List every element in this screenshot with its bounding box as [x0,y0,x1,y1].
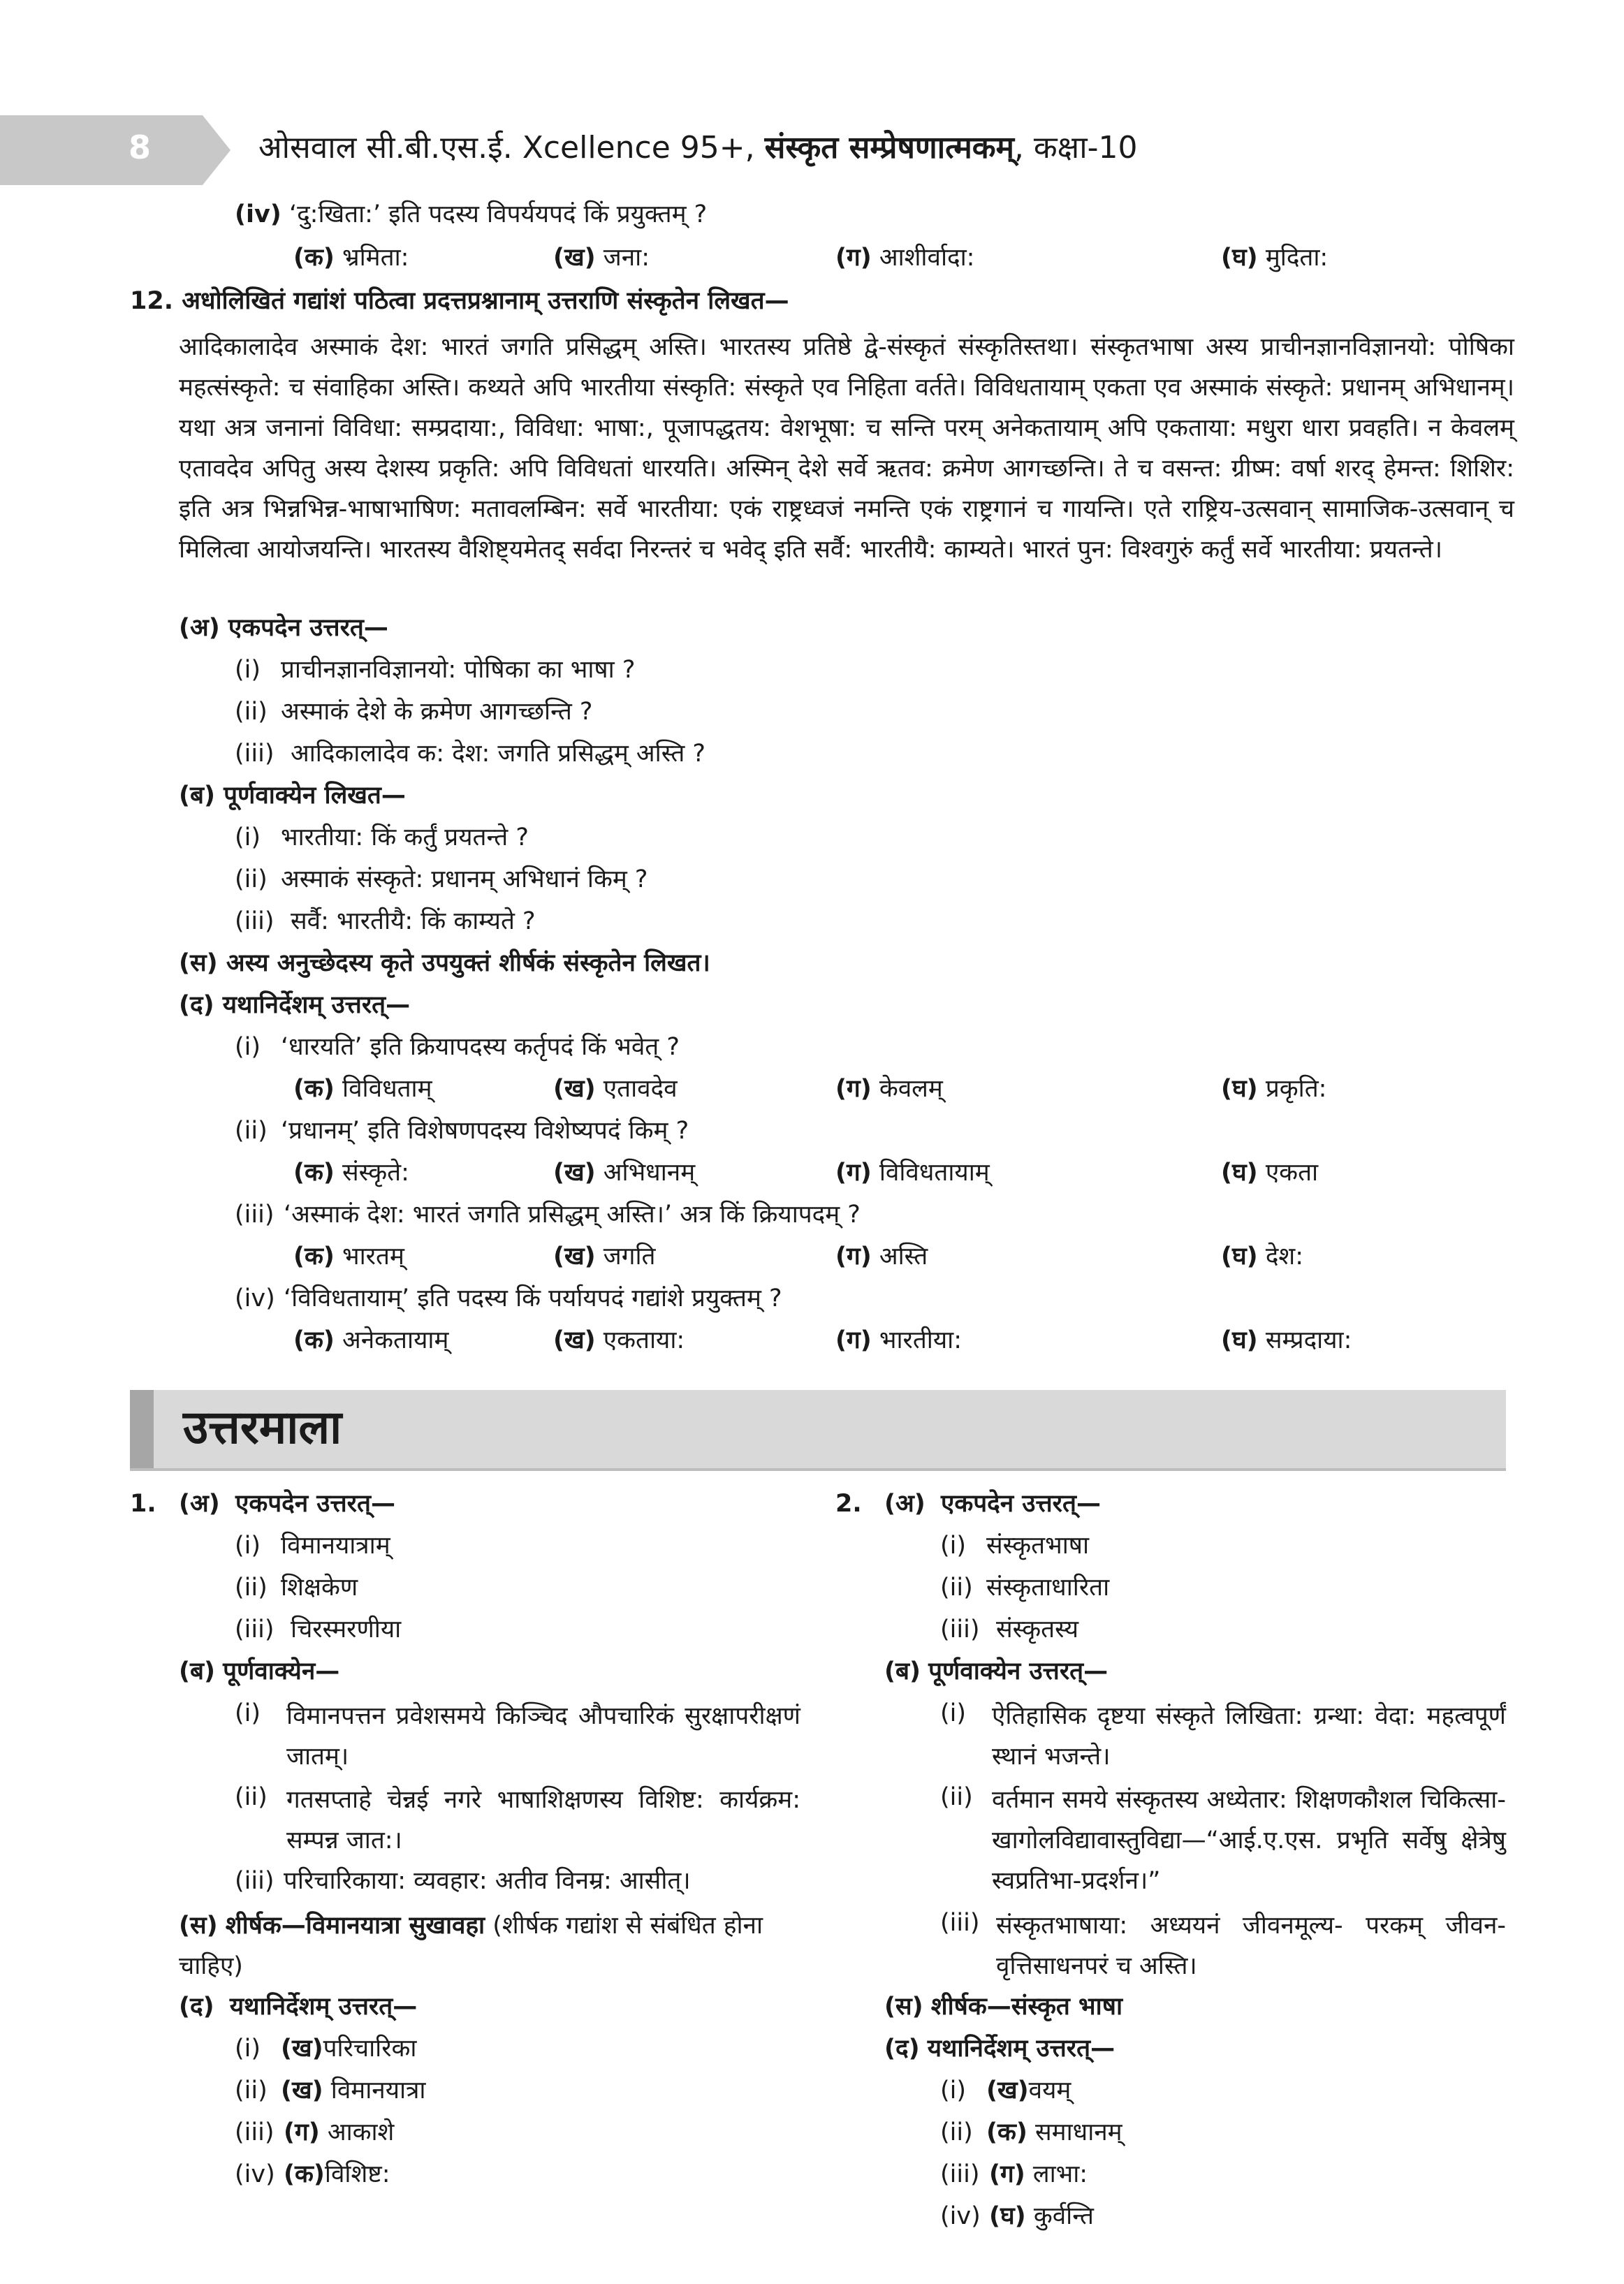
item-text: आकाशे [327,2118,395,2146]
option-text: एकता [1265,1159,1319,1187]
option-label: (क) [293,244,335,272]
item-num: (ii) [940,1783,973,1811]
q12-a-item-iii [235,736,705,772]
q11-option-kha [553,240,650,276]
q12-d-ii-option-ka [293,1155,409,1191]
option-text: प्रकृति: [1265,1075,1327,1103]
item-num: (iii) [235,907,275,935]
item-text: आदिकालादेव क: देश: जगति प्रसिद्धम् अस्ति ? [291,740,705,768]
option-text: देश: [1265,1243,1304,1271]
option-text: अनेकतायाम् [342,1326,449,1354]
item-num: (i) [940,1699,967,1727]
option-label: (घ) [1221,1159,1258,1187]
section-head: शीर्षक—विमानयात्रा सुखावहा [225,1912,485,1940]
ans2-section-s [884,1989,1122,2025]
item-num: (i) [940,1532,967,1560]
item-num: (i) [940,2077,967,2104]
item-text: ‘अस्माकं देश: भारतं जगति प्रसिद्धम् अस्ति।’ अत्र किं क्रियापदम् ? [284,1201,861,1229]
option-text: भारतीया: [879,1326,963,1354]
item-text: ‘विविधतायाम्’ इति पदस्य किं पर्यायपदं गद्यांशे प्रयुक्तम् ? [284,1284,782,1312]
ans1-num: 1. [130,1490,156,1518]
passage: आदिकालादेव अस्माकं देश: भारतं जगति प्रसिद्धम् अस्ति। भारतस्य प्रतिष्ठे द्वे-संस्कृतं संस्कृतिस्तथा। संस्कृतभाषा अस्य प्राचीनज्ञानविज्ञानयो: पोषिका महत्संस्कृते: च संवाहिका अस्ति। कथ्यते अपि भारतीया संस्कृति: संस्कृते एव निहिता वर्तते। विविधतायाम् एकता एव अस्माकं संस्कृते: प्रधानम् अभिधानम्। यथा अत्र जनानां विविधा: सम्प्रदाया:, विविधा: भाषा:, पूजापद्धतय: वेशभूषा: च सन्ति परम् अनेकतायाम् अपि एकताया: मधुरा धारा प्रवहति। न केवलम् एतावदेव अपितु अस्य देशस्य प्रकृति: अपि विविधतां धारयति। अस्मिन् देशे सर्वे ऋतव: क्रमेण आगच्छन्ति। ते च वसन्त: ग्रीष्म: वर्षा शरद् हेमन्त: शिशिर: इति अत्र भिन्नभिन्न-भाषाभाषिण: मतावलम्बिन: सर्वे भारतीया: एकं राष्ट्रध्वजं नमन्ति एकं राष्ट्रगानं च गायन्ति। एते राष्ट्रिय-उत्सवान् सामाजिक-उत्सवान् च मिलित्वा आयोजयन्ति। भारतस्य वैशिष्ट्यमेतद् सर्वदा निरन्तरं च भवेद् इति सर्वै: भारतीयै: काम्यते। भारतं पुन: विश्वगुरुं कर्तुं सर्वे भारतीया: प्रयतन्ते। [179,333,1514,564]
q12-d-i-option-gha [1221,1071,1326,1107]
item-option: (क) [986,2118,1027,2146]
q12-d-iii-option-ga [835,1239,928,1275]
item-num: (i) [235,2035,261,2063]
item-num: (iii) [940,2160,980,2188]
option-label: (क) [293,1159,335,1187]
item-text: ‘धारयति’ इति क्रियापदस्य कर्तृपदं किं भवेत् ? [281,1033,680,1061]
q12-section-b-label: (ब) पूर्णवाक्येन लिखत— [179,782,406,810]
item-num: (iv) [235,200,281,228]
q12-d-ii-option-kha [553,1155,695,1191]
item-text: संस्कृतभाषा [986,1532,1090,1560]
ans2-d-item-i [940,2073,1071,2109]
section-head: शीर्षक—संस्कृत भाषा [930,1993,1123,2021]
item-text: संस्कृताधारिता [986,1574,1110,1602]
ans2-a-item-iii [940,1612,1078,1648]
option-text: भारतम् [342,1243,404,1271]
option-label: (ग) [835,1159,872,1187]
item-num: (iii) [235,1867,275,1895]
option-label: (क) [293,1075,335,1103]
q12-d-iii-option-kha [553,1239,655,1275]
header-title-plain: ओसवाल सी.बी.एस.ई. Xcellence 95+, [258,130,765,166]
item-text: शिक्षकेण [281,1574,358,1602]
item-num: (ii) [235,1783,268,1811]
q12-a-item-ii [235,694,593,730]
answer-key-divider [130,1468,1506,1471]
item-num: (iv) [940,2202,981,2230]
section-head: पूर्णवाक्येन उत्तरत्— [928,1657,1109,1685]
option-text: मुदिता: [1265,244,1329,272]
page-number: 8 [128,129,151,166]
item-num: (iii) [235,740,275,768]
ans1-d-item-ii [235,2073,425,2109]
ans1-section-b [179,1654,339,1690]
q12-b-item-i [235,820,529,856]
item-num: (i) [235,1699,261,1727]
q12-d-i-option-ka [293,1071,432,1107]
item-text: गतसप्ताहे चेन्नई नगरे भाषाशिक्षणस्य विशिष्ट: कार्यक्रम: सम्पन्न जात:। [286,1786,800,1854]
q12-d-i-option-kha [553,1071,678,1107]
item-text: विशिष्ट: [324,2160,390,2188]
item-text: समाधानम् [1035,2118,1122,2146]
q12-d-item-i [235,1030,680,1065]
section-head: यथानिर्देशम् उत्तरत्— [927,2035,1115,2063]
section-label: (द) [179,1993,214,2021]
q12-section-a-label: (अ) एकपदेन उत्तरत्— [179,614,388,642]
item-num: (iii) [235,1616,275,1644]
answer-key-title: उत्तरमाला [183,1400,342,1454]
item-num: (ii) [235,1574,268,1602]
ans2-b-item-iii [940,1905,1506,1986]
q12-d-iii-option-ka [293,1239,404,1275]
ans1-section-d [179,1989,417,2025]
section-head: एकपदेन उत्तरत्— [235,1490,395,1518]
header-title-suffix: , कक्षा-10 [1014,130,1138,166]
item-text: ऐतिहासिक दृष्टया संस्कृते लिखिता: ग्रन्था: वेदा: महत्वपूर्णं स्थानं भजन्ते। [992,1702,1506,1771]
option-label: (घ) [1221,1243,1258,1271]
item-text: विमानयात्रा [330,2077,426,2104]
item-num: (iii) [940,1616,980,1644]
option-label: (ग) [835,1243,872,1271]
option-text: अभिधानम् [603,1159,696,1187]
item-text: विमानयात्राम् [281,1532,390,1560]
section-head: एकपदेन उत्तरत्— [941,1490,1101,1518]
q11-iv-question [235,197,707,233]
item-text: प्राचीनज्ञानविज्ञानयो: पोषिका का भाषा ? [281,656,636,684]
option-label: (ग) [835,1075,872,1103]
section-label: (अ) [179,1490,220,1518]
header-title-bold: संस्कृत सम्प्रेषणात्मकम् [764,130,1014,166]
ans1-a-item-i [235,1528,390,1564]
item-num: (ii) [235,698,268,726]
section-note: (शीर्षक गद्यांश से संबंधित होना चाहिए) [179,1912,763,1980]
q12-d-item-iii [235,1197,861,1233]
option-label: (ख) [553,1075,596,1103]
ans2-a-item-ii [940,1570,1109,1606]
item-text: वर्तमान समये संस्कृतस्य अध्येतार: शिक्षणकौशल चिकित्सा-खागोलविद्यावास्तुविद्या—“आई.ए.एस. प्रभृति सर्वेषु क्षेत्रेषु स्वप्रतिभा-प्रदर्शन।” [992,1786,1506,1895]
ans2-d-item-ii [940,2115,1122,2151]
item-num: (iii) [235,2118,275,2146]
section-label: (ब) [884,1657,921,1685]
item-text: विमानपत्तन प्रवेशसमये किञ्चिद औपचारिकं सुरक्षापरीक्षणं जातम्। [286,1702,800,1771]
item-option: (ख) [281,2035,323,2063]
option-label: (ख) [553,1159,596,1187]
ans2-section-d [884,2031,1115,2067]
option-text: संस्कृते: [342,1159,409,1187]
ans2-section-a [884,1486,1101,1522]
item-num: (iii) [235,1201,275,1229]
q11-option-ka [293,240,409,276]
q12-a-item-i [235,652,635,688]
item-text: चिरस्मरणीया [291,1616,402,1644]
item-text: कुर्वन्ति [1033,2202,1094,2230]
item-option: (ग) [989,2160,1025,2188]
option-label: (क) [293,1243,335,1271]
item-num: (i) [235,1033,261,1061]
option-text: विविधताम् [342,1075,432,1103]
item-text: भारतीया: किं कर्तुं प्रयतन्ते ? [281,823,529,851]
ans1-d-item-iii [235,2115,394,2151]
option-label: (घ) [1221,1326,1258,1354]
section-head: यथानिर्देशम् उत्तरत्— [229,1993,418,2021]
q12-d-iv-option-kha [553,1323,685,1359]
ans1-b-item-i [235,1696,800,1777]
ans2-num: 2. [835,1490,862,1518]
item-text: परिचारिकाया: व्यवहार: अतीव विनम्र: आसीत्। [284,1867,691,1895]
item-num: (ii) [940,1574,973,1602]
item-option: (ख) [986,2077,1029,2104]
section-label: (द) [884,2035,920,2063]
option-text: विविधतायाम् [879,1159,990,1187]
ans2-a-item-i [940,1528,1089,1564]
item-text: अस्माकं संस्कृते: प्रधानम् अभिधानं किम् ? [281,865,648,893]
q12-d-i-option-ga [835,1071,943,1107]
q12-section-d-label: (द) यथानिर्देशम् उत्तरत्— [179,991,411,1019]
ans1-section-a [179,1486,395,1522]
item-num: (ii) [235,865,268,893]
ans2-d-item-iv [940,2199,1094,2234]
q12-d-item-ii [235,1113,689,1149]
option-label: (घ) [1221,1075,1258,1103]
item-num: (iv) [235,2160,275,2188]
answer-key-accent-bar [130,1390,154,1468]
ans1-a-item-ii [235,1570,358,1606]
option-label: (ग) [835,244,872,272]
item-text: अस्माकं देशे के क्रमेण आगच्छन्ति ? [281,698,593,726]
option-label: (ख) [553,244,596,272]
item-num: (i) [235,823,261,851]
option-text: एकताया: [603,1326,685,1354]
option-text: केवलम् [879,1075,943,1103]
option-text: जना: [603,244,650,272]
option-label: (ख) [553,1243,596,1271]
item-num: (ii) [235,2077,268,2104]
ans1-a-item-iii [235,1612,401,1648]
ans1-section-s [179,1905,800,1986]
q12-d-iii-option-gha [1221,1239,1303,1275]
section-label: (स) [179,1912,218,1940]
item-num: (iii) [940,1909,980,1937]
item-option: (ख) [281,2077,323,2104]
question-num: 12. [130,287,174,315]
item-num: (iv) [235,1284,275,1312]
ans2-b-item-i [940,1696,1506,1777]
option-label: (क) [293,1326,335,1354]
item-num: (i) [235,1532,261,1560]
ans2-section-b [884,1654,1108,1690]
item-text: वयम् [1028,2077,1071,2104]
q12-d-ii-option-ga [835,1155,990,1191]
item-text: ‘दु:खिता:’ इति पदस्य विपर्ययपदं किं प्रयुक्तम् ? [288,200,708,228]
item-text: ‘प्रधानम्’ इति विशेषणपदस्य विशेष्यपदं किम् ? [281,1117,689,1145]
option-text: आशीर्वादा: [879,244,975,272]
option-text: जगति [603,1243,656,1271]
section-head: पूर्णवाक्येन— [223,1657,340,1685]
item-text: परिचारिका [323,2035,417,2063]
option-label: (ग) [835,1326,872,1354]
item-num: (ii) [940,2118,973,2146]
item-option: (क) [284,2160,325,2188]
option-text: एतावदेव [603,1075,678,1103]
option-label: (ख) [553,1326,596,1354]
q12-d-ii-option-gha [1221,1155,1318,1191]
section-label: (स) [884,1993,923,2021]
ans2-b-item-ii [940,1780,1506,1901]
option-label: (घ) [1221,244,1258,272]
item-text: लाभा: [1032,2160,1088,2188]
q12-d-iv-option-gha [1221,1323,1352,1359]
q12-b-item-ii [235,862,648,898]
item-option: (ग) [284,2118,320,2146]
ans2-d-item-iii [940,2157,1088,2193]
ans1-b-item-iii [235,1864,691,1899]
option-text: भ्रमिता: [342,244,409,272]
section-label: (ब) [179,1657,215,1685]
running-header [258,126,1137,170]
question-instruction: अधोलिखितं गद्यांशं पठित्वा प्रदत्तप्रश्नानाम् उत्तराणि संस्कृतेन लिखत— [182,287,789,315]
item-num: (ii) [235,1117,268,1145]
item-text: संस्कृतभाषाया: अध्ययनं जीवनमूल्य- परकम् जीवन-वृत्तिसाधनपरं च अस्ति। [996,1912,1506,1980]
q11-option-gha [1221,240,1328,276]
section-label: (अ) [884,1490,926,1518]
q12-section-s-label: (स) अस्य अनुच्छेदस्य कृते उपयुक्तं शीर्षकं संस्कृतेन लिखत। [179,949,710,977]
option-text: अस्ति [879,1243,928,1271]
option-text: सम्प्रदाया: [1265,1326,1352,1354]
q11-option-ga [835,240,974,276]
q12-d-item-iv [235,1281,782,1317]
q12-b-item-iii [235,904,536,939]
item-option: (घ) [989,2202,1026,2230]
q12-d-iv-option-ga [835,1323,962,1359]
item-num: (i) [235,656,261,684]
ans1-d-item-i [235,2031,417,2067]
ans1-d-item-iv [235,2157,390,2193]
q12-d-iv-option-ka [293,1323,448,1359]
q12-heading [130,284,789,319]
item-text: सर्वै: भारतीयै: किं काम्यते ? [291,907,536,935]
item-text: संस्कृतस्य [996,1616,1079,1644]
ans1-b-item-ii [235,1780,800,1861]
